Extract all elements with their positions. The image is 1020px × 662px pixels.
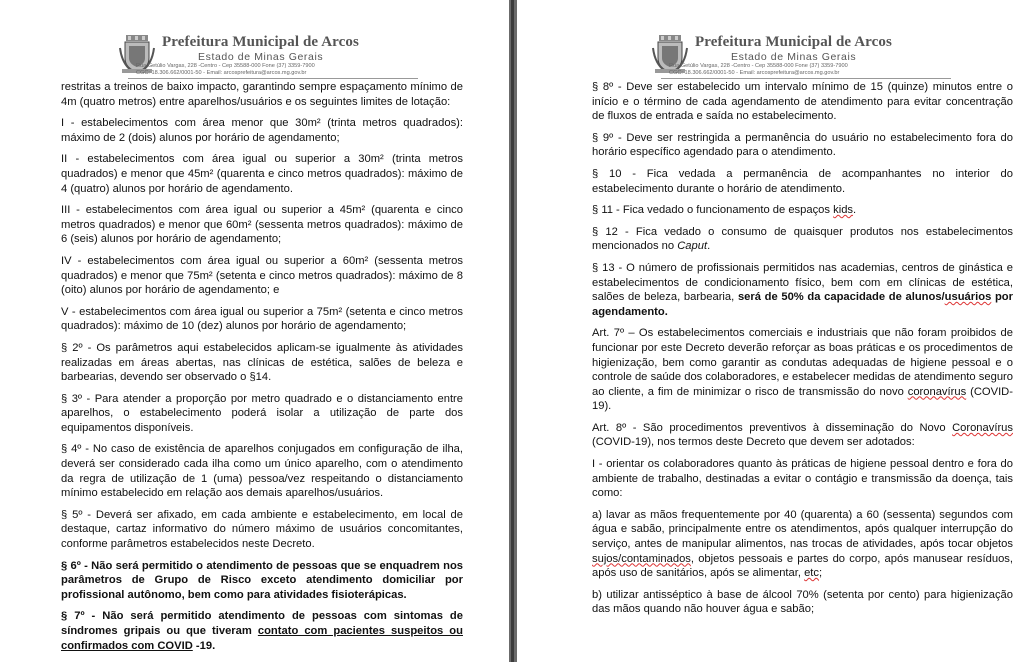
document-body <box>61 80 463 660</box>
letterhead <box>118 34 418 80</box>
text-run: . <box>707 240 711 253</box>
text-run: ; <box>819 567 823 580</box>
bold-text: será de 50% da capacidade de alunos/ <box>737 291 945 304</box>
text-run: -19. <box>192 639 216 652</box>
paragraph: V - estabelecimentos com área igual ou superior a 75m² (setenta e cinco metros quadrados): máximo de 10 (dez) alunos por horário de agendamento; <box>61 305 463 333</box>
italic-text: Caput <box>677 240 708 253</box>
letterhead-contact-line: CGC: 18.306.662/0001-50 - Email: arcosprefeitura@arcos.mg.gov.br <box>136 70 307 76</box>
letterhead <box>651 34 951 80</box>
letterhead-address <box>136 63 315 77</box>
paragraph: restritas a treinos de baixo impacto, garantindo sempre espaçamento mínimo de 4m (quatro metros) entre aparelhos/usuários e os seguintes limites de lotação: <box>61 81 463 108</box>
paragraph: II - estabelecimentos com área igual ou superior a 30m² (trinta metros quadrados) e menor que 45m² (quarenta e cinco metros quadrados): máximo de 4 (quatro) alunos por horário de agendamento. <box>61 153 463 195</box>
paragraph <box>592 261 1013 319</box>
text-run: § 12 - Fica vedado o consumo de quaisquer produtos nos estabelecimentos mencionados no <box>592 225 1013 253</box>
letterhead-state: Estado de Minas Gerais <box>198 51 324 63</box>
bold-text: por agendamento. <box>592 291 1013 318</box>
text-run: § 7º - Não será permitido atendimento de pessoas com sintomas de síndromes gripais ou que tiveram <box>61 610 463 637</box>
letterhead-title: Prefeitura Municipal de Arcos <box>162 34 359 50</box>
text-run: . <box>853 204 857 217</box>
paragraph <box>592 225 1013 254</box>
spellcheck-word: kids <box>833 204 854 217</box>
letterhead-rule <box>128 78 418 79</box>
letterhead-contact-line: CGC: 18.306.662/0001-50 - Email: arcosprefeitura@arcos.mg.gov.br <box>669 70 840 76</box>
paragraph: § 10 - Fica vedada a permanência de acompanhantes no interior do estabelecimento durante o horário de atendimento. <box>592 167 1013 195</box>
letterhead-address-line: Rua Getúlio Vargas, 228 -Centro - Cep 35588-000 Fone (37) 3359-7900 <box>136 63 315 69</box>
letterhead-address-line: Rua Getúlio Vargas, 228 -Centro - Cep 35588-000 Fone (37) 3359-7900 <box>669 63 848 69</box>
text-run: a) lavar as mãos frequentemente por 40 (quarenta) a 60 (sessenta) segundos com água e sabão, principalmente entre os atendimentos, após qualquer interrupção do serviço, antes de manipular alimentos, nas trocas de atividades, após tocar objetos <box>592 508 1013 551</box>
spellcheck-word: etc <box>804 567 820 580</box>
text-run: , objetos pessoais e partes do corpo, após manusear resíduos, após uso de sanitários, após se alimentar, <box>592 552 1013 580</box>
document-page-left <box>0 0 509 662</box>
text-run: Art. 7º – Os estabelecimentos comerciais e industriais que não foram proibidos de funcionar por este Decreto deverão reforçar as boas práticas e os procedimentos de higienização, bem como garantir as condutas adequadas de higiene pessoal e o controle de saúde dos colaboradores, e estabelecer medidas de atendimento seguro ao cliente, a fim de minimizar o risco de transmissão do novo <box>592 327 1013 398</box>
paragraph <box>592 421 1013 450</box>
paragraph: § 4º - No caso de existência de aparelhos conjugados em configuração de ilha, deverá ser considerado cada ilha como um único aparelho, com o atendimento da regra de utilização de 1 (uma) pessoa/vez respeitando o distanciamento mínimo estabelecido em relação aos demais aparelhos/usuários. <box>61 443 463 500</box>
paragraph: IV - estabelecimentos com área igual ou superior a 60m² (sessenta metros quadrados) e menor que 75m² (setenta e cinco metros quadrados): máximo de 8 (oito) alunos por horário de agendamento; e <box>61 254 463 297</box>
paragraph: § 2º - Os parâmetros aqui estabelecidos aplicam-se igualmente às atividades realizadas em áreas abertas, nas clínicas de estética, salões de beleza e barbearias, devendo ser observado o §14. <box>61 341 463 384</box>
paragraph: § 8º - Deve ser estabelecido um intervalo mínimo de 15 (quinze) minutos entre o início e o término de cada agendamento de atendimento para evitar concentração de fluxos de entrada e saída no estabelecimento. <box>592 81 1013 123</box>
paragraph <box>592 326 1013 414</box>
underlined-text: contato com pacientes suspeitos ou confirmados com COVID <box>61 625 463 652</box>
paragraph-bold: § 6º - Não será permitido o atendimento de pessoas que se enquadrem nos parâmetros de Grupo de Risco exceto atendimento domiciliar por profissional autônomo, bem como para atividades fisioterápicas. <box>61 559 463 601</box>
paragraph: § 3º - Para atender a proporção por metro quadrado e o distanciamento entre aparelhos, o estabelecimento poderá isolar a utilização de parte dos equipamentos disponíveis. <box>61 392 463 434</box>
letterhead-rule <box>661 78 951 79</box>
text-run: (COVID-19), nos termos deste Decreto que devem ser adotados: <box>592 436 915 449</box>
paragraph-bold <box>61 609 463 653</box>
text-run: Art. 8º - São procedimentos preventivos à disseminação do Novo <box>592 421 953 434</box>
spellcheck-word: Coronavírus <box>952 421 1013 434</box>
paragraph <box>592 508 1013 581</box>
paragraph: § 9º - Deve ser restringida a permanência do usuário no estabelecimento fora do horário específico agendado para o atendimento. <box>592 131 1013 159</box>
document-page-right <box>517 0 1020 662</box>
paragraph: I - estabelecimentos com área menor que 30m² (trinta metros quadrados): máximo de 2 (dois) alunos por horário de agendamento; <box>61 117 463 144</box>
spellcheck-word: usuários <box>944 291 992 304</box>
letterhead-title: Prefeitura Municipal de Arcos <box>695 34 892 50</box>
paragraph <box>592 203 1013 218</box>
page-gutter-shadow <box>511 0 514 662</box>
document-body <box>592 80 1013 624</box>
text-run: § 13 - O número de profissionais permitidos nas academias, centros de ginástica e estabelecimentos de condicionamento físico, bem com em clínicas de estética, salões de beleza, barbearia, <box>592 261 1013 304</box>
spellcheck-word: coronavírus <box>907 385 967 398</box>
paragraph: § 5º - Deverá ser afixado, em cada ambiente e estabelecimento, em local de destaque, cartaz informativo do número máximo de usuários concomitantes, conforme parâmetros estabelecidos neste Decreto. <box>61 508 463 551</box>
letterhead-address <box>669 63 848 77</box>
paragraph: III - estabelecimentos com área igual ou superior a 45m² (quarenta e cinco metros quadrados) e menor que 60m² (sessenta metros quadrados): máximo de 6 (seis) alunos por horário de agendamento; <box>61 204 463 246</box>
paragraph: I - orientar os colaboradores quanto às práticas de higiene pessoal dentro e fora do ambiente de trabalho, destinadas a evitar o contágio e transmissão da doença, tais como: <box>592 458 1013 500</box>
text-run: § 11 - Fica vedado o funcionamento de espaços <box>592 204 834 217</box>
paragraph: b) utilizar antisséptico à base de álcool 70% (setenta por cento) para higienização das mãos quando não houver água e sabão; <box>592 588 1013 616</box>
spellcheck-word: sujos/contaminados <box>592 552 691 565</box>
text-run: (COVID-19). <box>592 385 1013 413</box>
letterhead-state: Estado de Minas Gerais <box>731 51 857 63</box>
